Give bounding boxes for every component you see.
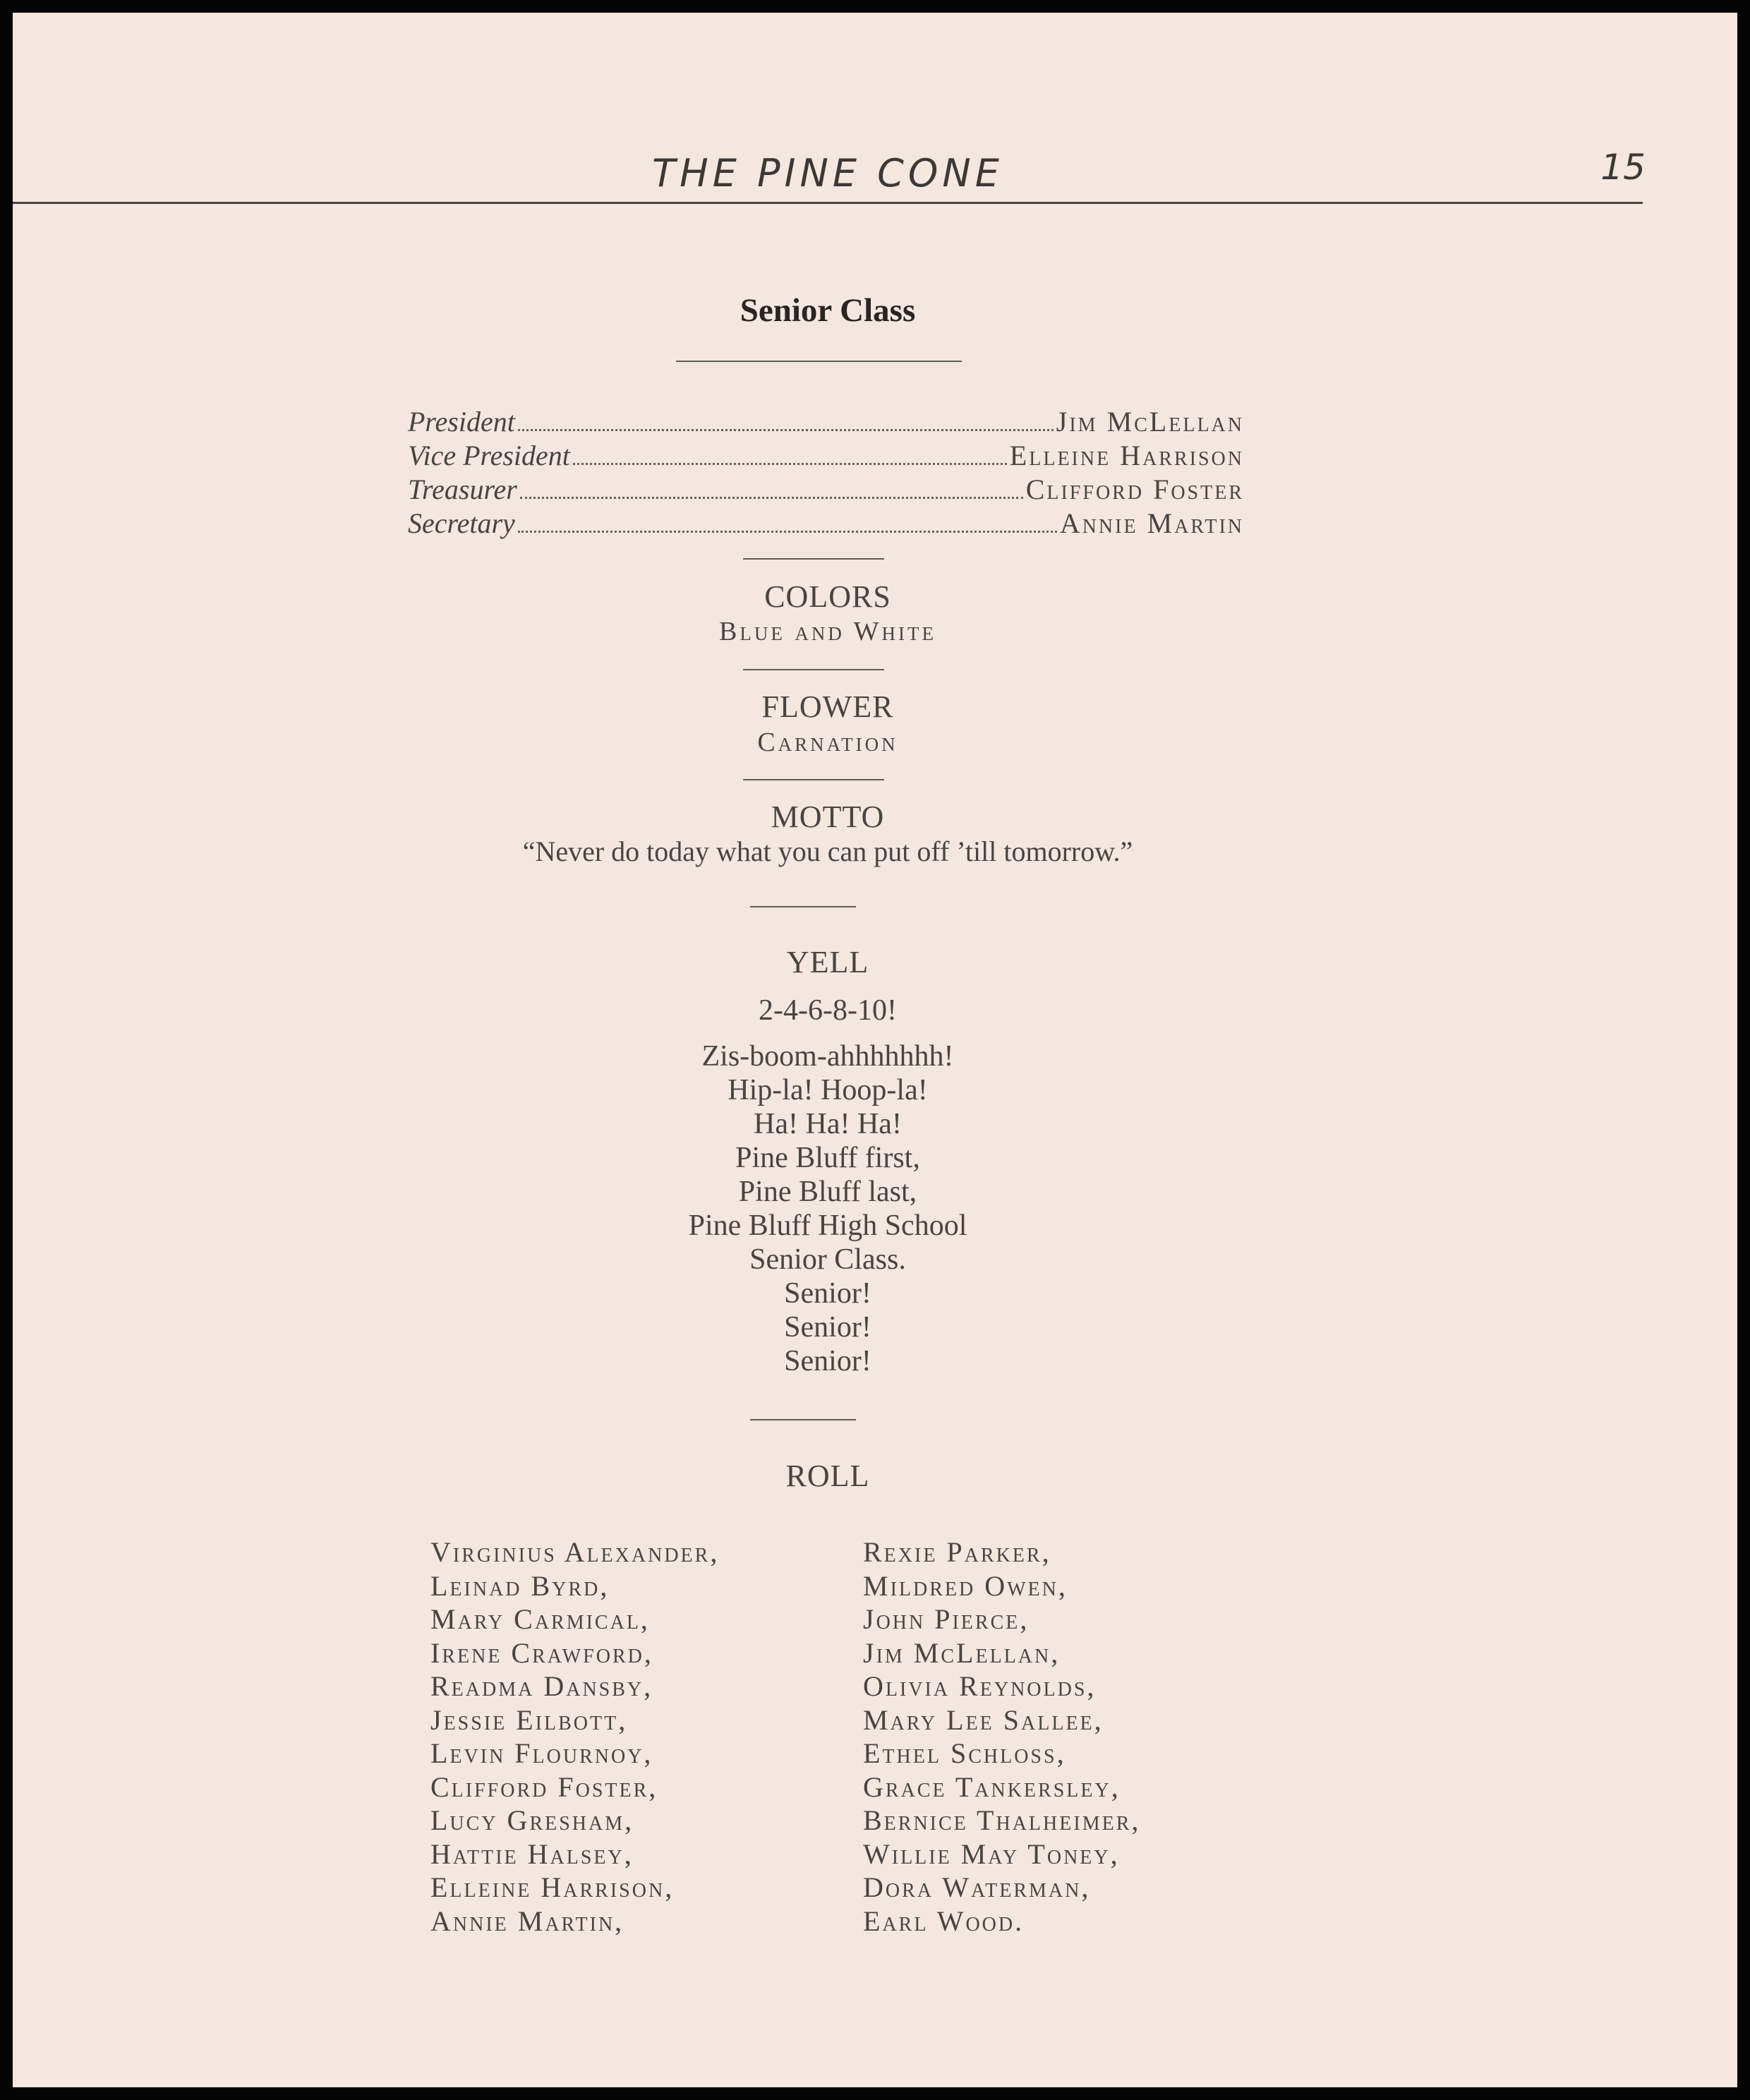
yell-line: Ha! Ha! Ha! bbox=[754, 1108, 902, 1140]
leader-dots bbox=[518, 531, 1057, 533]
divider bbox=[743, 558, 884, 560]
colors-heading: COLORS bbox=[764, 579, 891, 614]
page-title: Senior Class bbox=[740, 292, 916, 329]
roll-name: John Pierce, bbox=[863, 1603, 1030, 1635]
officers-list bbox=[408, 405, 1244, 541]
yell-chant bbox=[13, 1039, 1643, 1378]
flower-value: Carnation bbox=[757, 728, 898, 757]
roll-name: Earl Wood. bbox=[863, 1905, 1025, 1937]
header-rule bbox=[13, 202, 1643, 204]
officer-row bbox=[408, 405, 1244, 439]
yell-line: Pine Bluff last, bbox=[738, 1176, 917, 1208]
officer-row bbox=[408, 439, 1244, 473]
officer-role: Vice President bbox=[408, 440, 570, 471]
roll-name: Olivia Reynolds, bbox=[863, 1670, 1097, 1702]
yell-line: Pine Bluff first, bbox=[735, 1142, 920, 1174]
officer-role: Secretary bbox=[408, 507, 515, 539]
officer-name: Clifford Foster bbox=[1025, 473, 1244, 505]
roll-name: Willie May Toney, bbox=[863, 1838, 1120, 1870]
roll-name: Clifford Foster, bbox=[430, 1770, 658, 1803]
yell-line: Zis-boom-ahhhhhhh! bbox=[701, 1040, 954, 1073]
roll-name: Dora Waterman, bbox=[863, 1871, 1091, 1903]
motto-text: “Never do today what you can put off ’till tomorrow.” bbox=[522, 835, 1133, 867]
divider bbox=[743, 669, 884, 670]
roll-column-left bbox=[430, 1535, 719, 1938]
divider bbox=[743, 779, 884, 780]
officer-row bbox=[408, 473, 1244, 507]
roll-name: Annie Martin, bbox=[430, 1905, 624, 1937]
page-number: 15 bbox=[1600, 147, 1646, 188]
roll-name: Jessie Eilbott, bbox=[430, 1703, 628, 1736]
officer-role: Treasurer bbox=[408, 473, 517, 505]
flower-heading: FLOWER bbox=[761, 689, 894, 724]
yell-line: Hip-la! Hoop-la! bbox=[728, 1074, 928, 1106]
yell-heading: YELL bbox=[786, 945, 869, 979]
divider bbox=[750, 906, 856, 907]
yell-line: Senior! bbox=[784, 1277, 871, 1310]
roll-name: Leinad Byrd, bbox=[430, 1569, 610, 1602]
roll-name: Virginius Alexander, bbox=[430, 1536, 720, 1568]
roll-name: Mary Carmical, bbox=[430, 1603, 650, 1635]
roll-heading: ROLL bbox=[785, 1459, 870, 1493]
officer-role: President bbox=[408, 406, 515, 438]
motto-heading: MOTTO bbox=[771, 799, 885, 834]
roll-name: Mildred Owen, bbox=[863, 1569, 1068, 1602]
divider bbox=[750, 1419, 856, 1420]
roll-name: Levin Flournoy, bbox=[430, 1737, 653, 1769]
yell-line: Senior Class. bbox=[749, 1243, 906, 1276]
roll-name: Hattie Halsey, bbox=[430, 1838, 634, 1870]
yell-line: Senior! bbox=[784, 1345, 871, 1377]
roll-name: Elleine Harrison, bbox=[430, 1871, 675, 1903]
roll-name: Irene Crawford, bbox=[430, 1636, 653, 1669]
officer-name: Jim McLellan bbox=[1056, 406, 1244, 438]
roll-name: Ethel Schloss, bbox=[863, 1737, 1066, 1769]
leader-dots bbox=[573, 463, 1007, 465]
roll-column-right bbox=[863, 1535, 1140, 1938]
yell-line: 2-4-6-8-10! bbox=[759, 994, 897, 1027]
running-header-title: THE PINE CONE bbox=[652, 151, 1003, 195]
roll-name: Readma Dansby, bbox=[430, 1670, 653, 1702]
colors-value: Blue and White bbox=[719, 617, 936, 646]
officer-row bbox=[408, 507, 1244, 541]
yell-line: Pine Bluff High School bbox=[688, 1209, 967, 1242]
page bbox=[13, 13, 1737, 2087]
roll-name: Grace Tankersley, bbox=[863, 1770, 1121, 1803]
divider bbox=[676, 361, 962, 362]
leader-dots bbox=[520, 497, 1023, 499]
yell-line: Senior! bbox=[784, 1311, 871, 1344]
roll-name: Rexie Parker, bbox=[863, 1536, 1051, 1568]
roll-name: Mary Lee Sallee, bbox=[863, 1703, 1104, 1736]
roll-name: Bernice Thalheimer, bbox=[863, 1804, 1141, 1836]
officer-name: Annie Martin bbox=[1059, 507, 1244, 539]
officer-name: Elleine Harrison bbox=[1009, 440, 1244, 471]
roll-name: Lucy Gresham, bbox=[430, 1804, 634, 1836]
leader-dots bbox=[518, 429, 1054, 431]
roll-name: Jim McLellan, bbox=[863, 1636, 1061, 1669]
